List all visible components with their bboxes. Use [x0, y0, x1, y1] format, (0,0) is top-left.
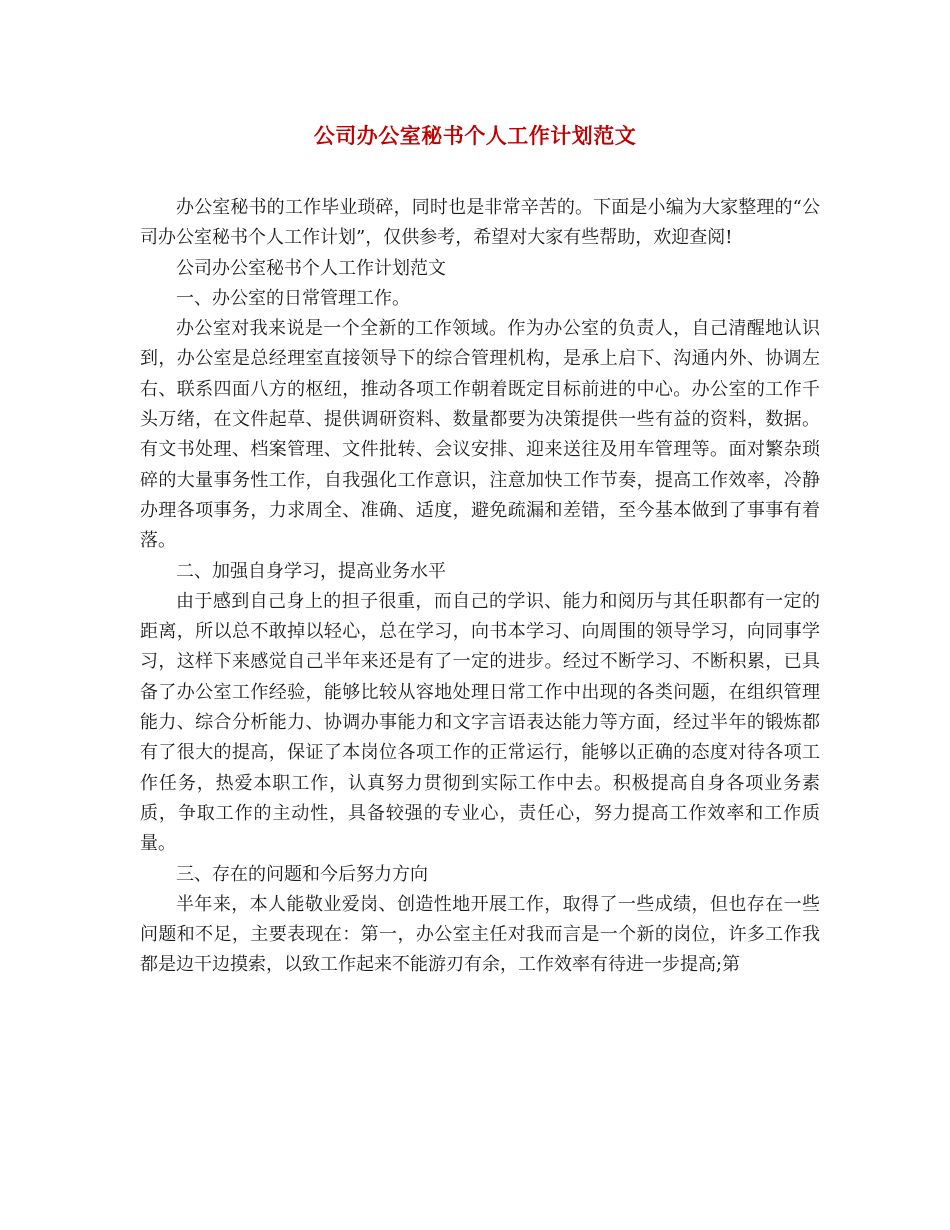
paragraph-section-3: 半年来，本人能敬业爱岗、创造性地开展工作，取得了一些成绩，但也存在一些问题和不足，主要表现在：第一，办公室主任对我而言是一个新的岗位，许多工作我都是边干边摸索，以致工作起来不能游刃有余，工作效率有待进一步提高;第: [140, 893, 820, 976]
section-heading-2: 二、加强自身学习，提高业务水平: [176, 560, 446, 582]
paragraph-section-1: 办公室对我来说是一个全新的工作领域。作为办公室的负责人，自己清醒地认识到，办公室是总经理室直接领导下的综合管理机构，是承上启下、沟通内外、协调左右、联系四面八方的枢纽，推动各项工作朝着既定目标前进的中心。办公室的工作千头万绪，在文件起草、提供调研资料、数量都要为决策提供一些有益的资料，数据。有文书处理、档案管理、文件批转、会议安排、迎来送往及用车管理等。面对繁杂琐碎的大量事务性工作，自我强化工作意识，注意加快工作节奏，提高工作效率，冷静办理各项事务，力求周全、准确、适度，避免疏漏和差错，至今基本做到了事事有着落。: [140, 318, 820, 552]
section-heading-1: 一、办公室的日常管理工作。: [176, 287, 410, 309]
document-title: 公司办公室秘书个人工作计划范文: [313, 123, 637, 148]
section-heading-3: 三、存在的问题和今后努力方向: [176, 863, 428, 885]
paragraph-intro: 办公室秘书的工作毕业琐碎，同时也是非常辛苦的。下面是小编为大家整理的“公司办公室秘书个人工作计划”，仅供参考，希望对大家有些帮助，欢迎查阅!: [140, 197, 820, 249]
paragraph-section-2: 由于感到自己身上的担子很重，而自己的学识、能力和阅历与其任职都有一定的距离，所以总不敢掉以轻心，总在学习，向书本学习、向周围的领导学习，向同事学习，这样下来感觉自己半年来还是有了一定的进步。经过不断学习、不断积累，已具备了办公室工作经验，能够比较从容地处理日常工作中出现的各类问题，在组织管理能力、综合分析能力、协调办事能力和文字言语表达能力等方面，经过半年的锻炼都有了很大的提高，保证了本岗位各项工作的正常运行，能够以正确的态度对待各项工作任务，热爱本职工作，认真努力贯彻到实际工作中去。积极提高自身各项业务素质，争取工作的主动性，具备较强的专业心，责任心，努力提高工作效率和工作质量。: [140, 590, 820, 855]
paragraph-subtitle: 公司办公室秘书个人工作计划范文: [176, 257, 446, 279]
document-body: [140, 193, 820, 981]
